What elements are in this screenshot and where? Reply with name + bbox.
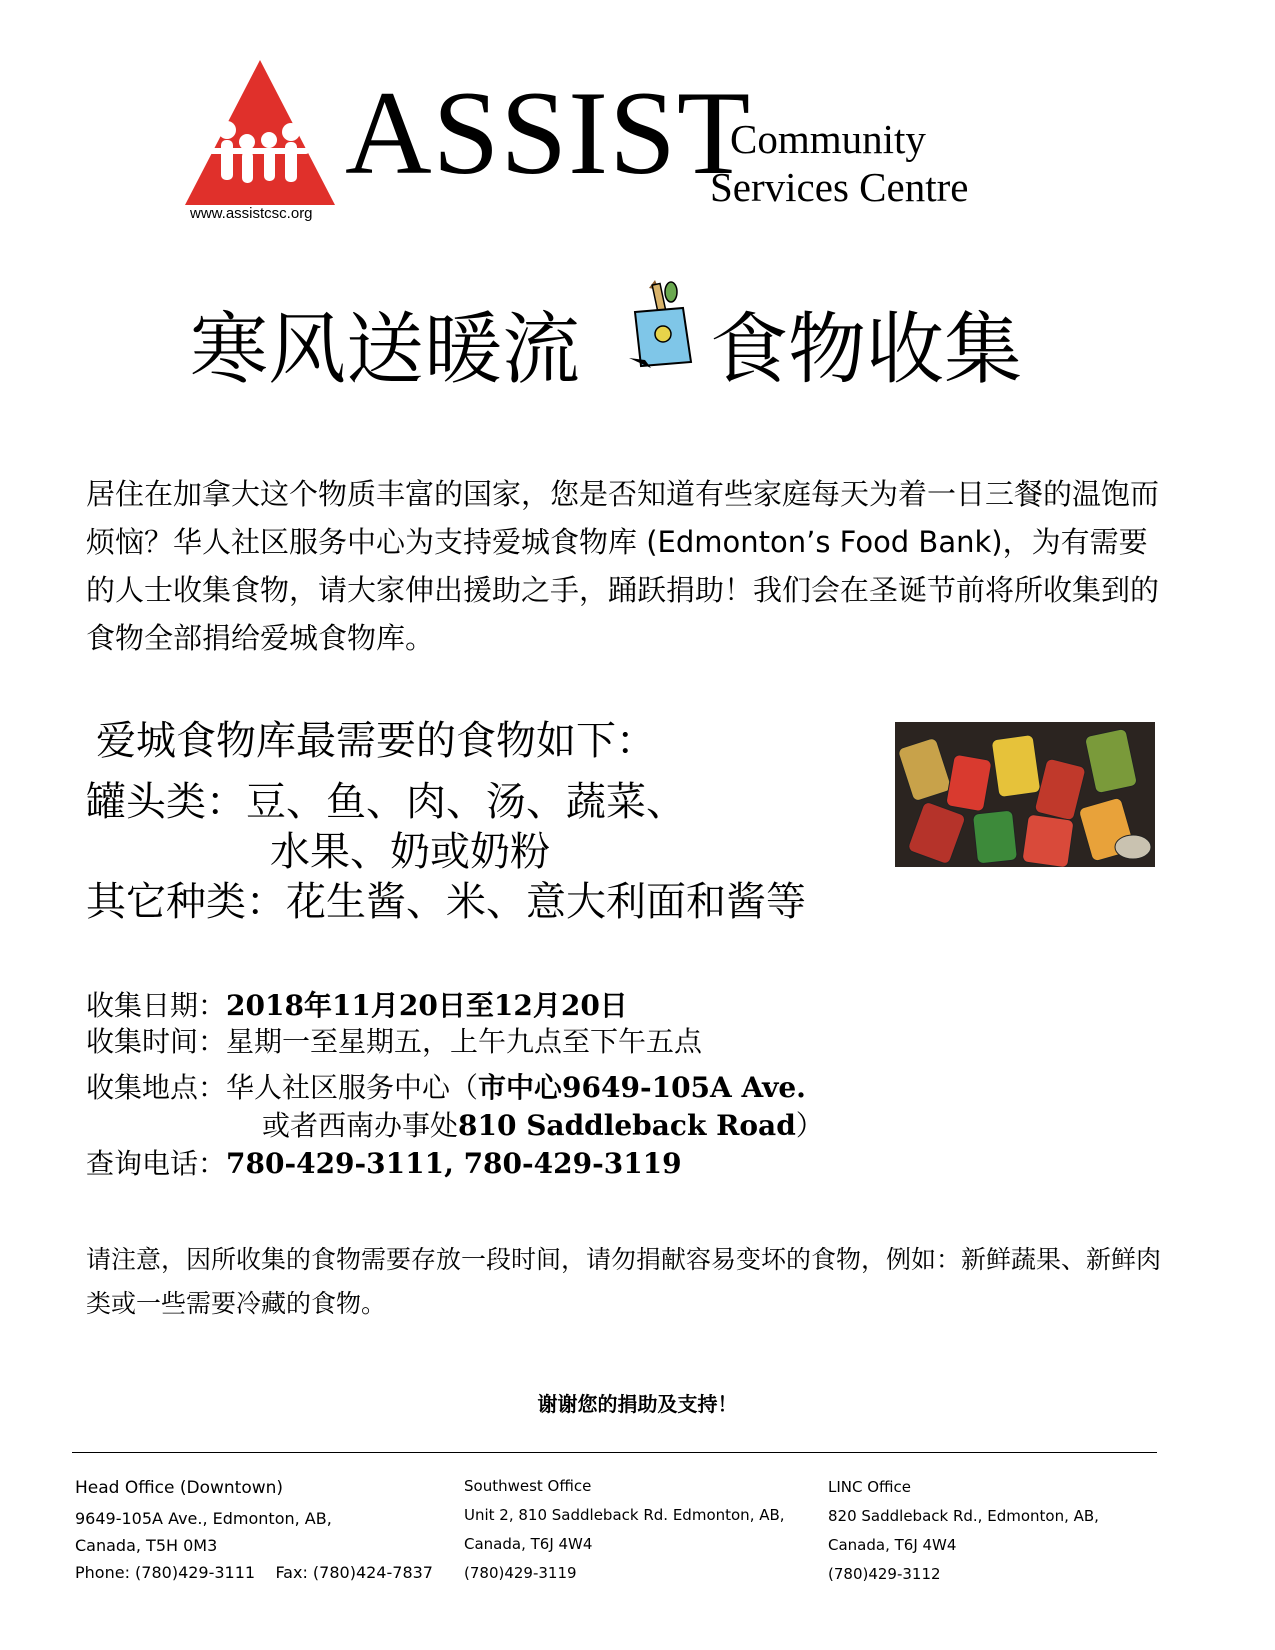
head-office: [75, 1475, 433, 1586]
head-office-title: Head Office (Downtown): [75, 1478, 284, 1498]
location-value-1a: 华人社区服务中心（: [226, 1071, 479, 1104]
other-items: 花生酱、米、意大利面和酱等: [286, 879, 806, 925]
title-right: 食物收集: [710, 305, 1023, 395]
other-label: 其它种类：: [86, 879, 286, 925]
southwest-office-line2: Canada, T6J 4W4: [464, 1535, 593, 1553]
logo-subtitle-line2: Services Centre: [710, 164, 969, 210]
date-row: [86, 988, 628, 1024]
location-value-2b: 810 Saddleback Road: [458, 1109, 796, 1142]
southwest-office: [464, 1472, 785, 1588]
phone-label: 查询电话：: [86, 1147, 227, 1180]
southwest-office-line3: (780)429-3119: [464, 1564, 577, 1582]
southwest-office-line1: Unit 2, 810 Saddleback Rd. Edmonton, AB,: [464, 1506, 785, 1524]
southwest-office-title: Southwest Office: [464, 1477, 592, 1495]
linc-office-line2: Canada, T6J 4W4: [828, 1536, 957, 1554]
linc-office: [828, 1473, 1099, 1589]
logo-website: www.assistcsc.org: [190, 205, 313, 222]
linc-office-line3: (780)429-3112: [828, 1565, 941, 1583]
linc-office-title: LINC Office: [828, 1478, 912, 1496]
canned-items-line1: 豆、鱼、肉、汤、蔬菜、: [246, 779, 686, 825]
phone-row: [86, 1146, 682, 1182]
time-label: 收集时间：: [86, 1025, 227, 1058]
time-value: 星期一至星期五，上午九点至下午五点: [226, 1025, 703, 1058]
footer-divider: [72, 1452, 1157, 1453]
location-row: [86, 1070, 806, 1106]
needs-heading: 爱城食物库最需要的食物如下：: [96, 718, 656, 764]
canned-label: 罐头类：: [86, 779, 246, 825]
phone-value: 780-429-3111, 780-429-3119: [226, 1147, 682, 1180]
location-value-2a: 或者西南办事处: [262, 1109, 459, 1142]
location-value-2c: ）: [795, 1109, 824, 1142]
logo-name: ASSIST: [345, 66, 752, 199]
location-value-1b: 市中心9649-105A Ave.: [478, 1071, 806, 1104]
family-triangle-icon: [185, 60, 335, 210]
date-value: 2018年11月20日至12月20日: [226, 989, 628, 1022]
intro-paragraph: 居住在加拿大这个物质丰富的国家，您是否知道有些家庭每天为着一日三餐的温饱而烦恼？华人社区服务中心为支持爱城食物库 (Edmonton’s Food Bank)，为有需要的人士收集食物，请大家伸出援助之手，踊跃捐助！我们会在圣诞节前将所收集到的食物全部捐给爱城食物库。: [86, 477, 1160, 655]
page-title: [190, 300, 1090, 400]
time-row: [86, 1024, 702, 1060]
canned-line: [86, 777, 686, 827]
head-office-line2: Canada, T5H 0M3: [75, 1536, 218, 1555]
grocery-bag-icon: [625, 278, 697, 368]
head-office-line3: Phone: (780)429-3111 Fax: (780)424-7837: [75, 1563, 433, 1582]
location-row-2: [262, 1108, 824, 1144]
head-office-line1: 9649-105A Ave., Edmonton, AB,: [75, 1509, 332, 1528]
date-label: 收集日期：: [86, 989, 227, 1022]
assist-logo: [170, 55, 1020, 235]
title-left: 寒风送暖流: [190, 305, 581, 395]
logo-subtitle-line1: Community: [730, 116, 926, 162]
linc-office-line1: 820 Saddleback Rd., Edmonton, AB,: [828, 1507, 1099, 1525]
other-line: [86, 877, 806, 927]
note-paragraph: 请注意，因所收集的食物需要存放一段时间，请勿捐献容易变坏的食物，例如：新鲜蔬果、新鲜肉类或一些需要冷藏的食物。: [86, 1245, 1162, 1318]
location-label: 收集地点：: [86, 1071, 227, 1104]
canned-food-photo: [895, 722, 1155, 867]
thanks-text: 谢谢您的捐助及支持！: [537, 1392, 738, 1416]
canned-items-line2: 水果、奶或奶粉: [270, 829, 550, 875]
